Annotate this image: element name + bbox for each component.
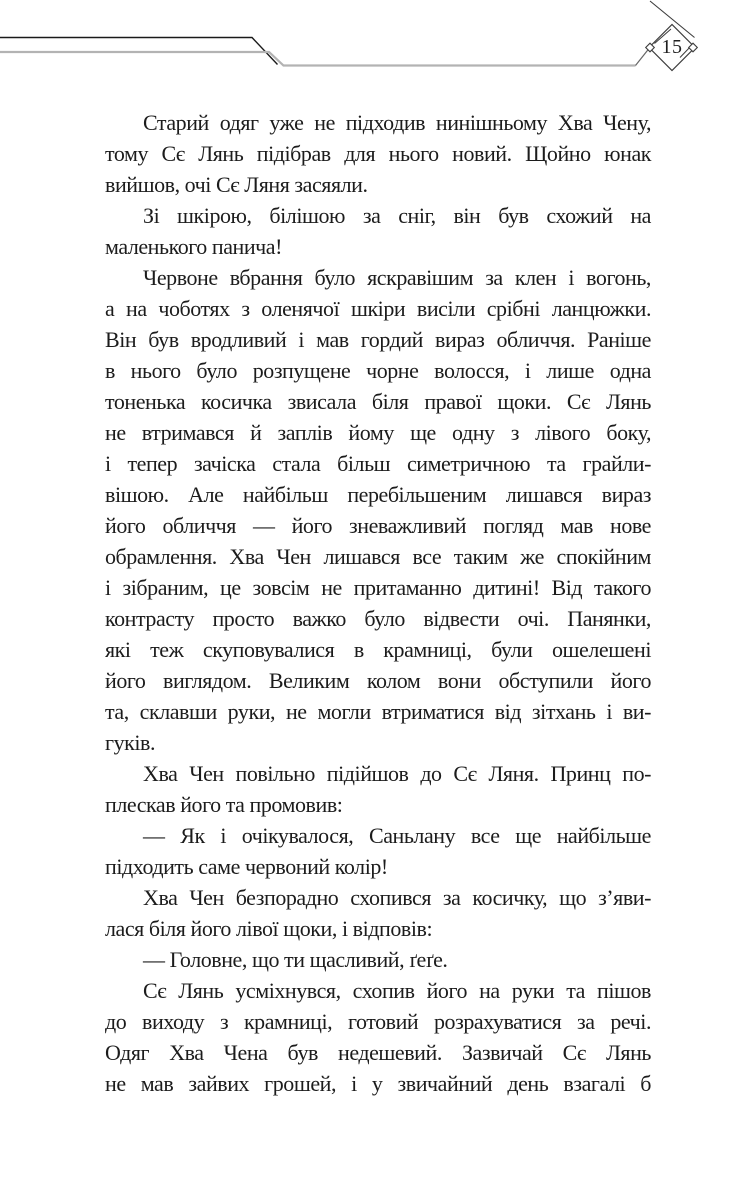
- text-line: контрасту просто важко було відвести очі. Панянки,: [105, 606, 651, 631]
- text-line: — Як і очікувалося, Саньлану все ще найбільше: [143, 823, 651, 848]
- text-line: обрамлення. Хва Чен лишався все таким же спокійним: [105, 544, 651, 569]
- text-line: та, склавши руки, не могли втриматися від зітхань і ви-: [105, 699, 651, 724]
- text-line: Червоне вбрання було яскравішим за клен і вогонь,: [143, 265, 651, 290]
- text-line: вішою. Але найбільш перебільшеним лишався вираз: [105, 482, 651, 507]
- text-line: і зібраним, це зовсім не притаманно дитині! Від такого: [105, 575, 651, 600]
- text-line: тому Сє Лянь підібрав для нього новий. Щойно юнак: [105, 141, 651, 166]
- text-line: вийшов, очі Сє Ляня засяяли.: [105, 172, 368, 197]
- header-rule-gray: [0, 52, 636, 66]
- text-line: плескав його та промовив:: [105, 792, 343, 817]
- text-line: Сє Лянь усміхнувся, схопив його на руки та пішов: [143, 978, 651, 1003]
- page-number: 15: [661, 36, 683, 58]
- header-rule-ornament: [0, 0, 756, 95]
- header-rule-connector: [636, 49, 650, 66]
- text-line: не втримався й заплів йому ще одну з лівого боку,: [105, 420, 651, 445]
- text-line: тоненька косичка звисала біля правої щоки. Сє Лянь: [105, 389, 651, 414]
- text-line: Зі шкірою, білішою за сніг, він був схожий на: [143, 203, 651, 228]
- text-line: гуків.: [105, 730, 156, 755]
- text-line: підходить саме червоний колір!: [105, 854, 388, 879]
- text-line: а на чоботях з оленячої шкіри висіли срібні ланцюжки.: [105, 296, 651, 321]
- text-line: лася біля його лівої щоки, і відповів:: [105, 916, 433, 941]
- text-line: Старий одяг уже не підходив нинішньому Хва Чену,: [143, 110, 651, 135]
- text-line: маленького панича!: [105, 234, 282, 259]
- body-text: [105, 107, 651, 1099]
- text-line: — Головне, що ти щасливий, ґеґе.: [143, 947, 448, 972]
- text-line: його обличчя — його зневажливий погляд мав нове: [105, 513, 651, 538]
- text-line: його виглядом. Великим колом вони обступили його: [105, 668, 651, 693]
- text-line: Він був вродливий і мав гордий вираз обличчя. Раніше: [105, 327, 651, 352]
- text-line: і тепер зачіска стала більш симетричною та грайли-: [105, 451, 651, 476]
- text-line: які теж скуповувалися в крамниці, були ошелешені: [105, 637, 651, 662]
- text-line: Одяг Хва Чена був недешевий. Зазвичай Сє Лянь: [105, 1040, 651, 1065]
- text-line: не мав зайвих грошей, і у звичайний день взагалі б: [105, 1071, 651, 1096]
- text-line: Хва Чен безпорадно схопився за косичку, що з’яви-: [143, 885, 651, 910]
- text-line: до виходу з крамниці, готовий розрахуватися за речі.: [105, 1009, 651, 1034]
- text-line: в нього було розпущене чорне волосся, і лише одна: [105, 358, 651, 383]
- text-line: Хва Чен повільно підійшов до Сє Ляня. Принц по-: [143, 761, 651, 786]
